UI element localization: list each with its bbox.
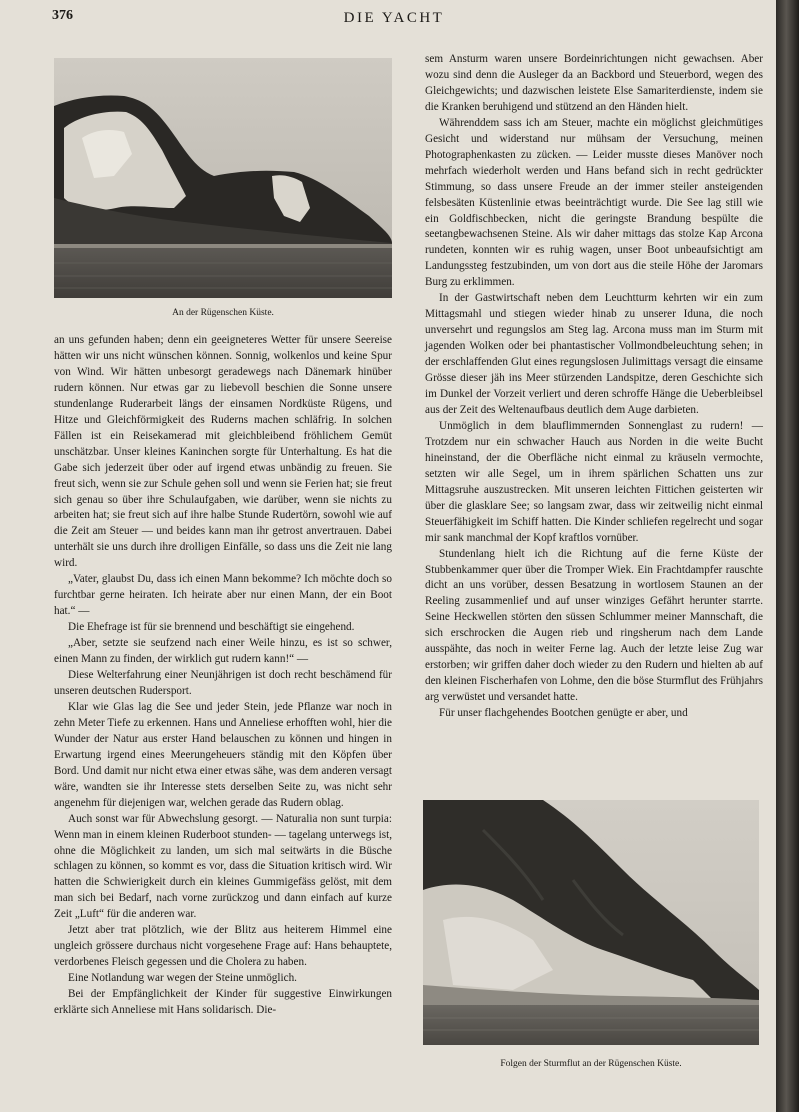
paragraph: Unmöglich in dem blauflimmernden Sonnenglast zu rudern! — Trotzdem nur ein schwacher Hauch aus Norden in die weite Bucht hineinstand, der die Oberfläche nicht einmal zu kräuseln vermochte, setzten wir alle Segel, um in ihrem spärlichen Schatten uns zur Mittagsruhe auszustrecken. Mit unseren leichten Fittichen geisterten wir über die glasklare See; so langsam zwar, dass wir zeitweilig nicht einmal Steuerfähigkeit im Schiff hatten. Die Kinder schliefen regelrecht und sogar mir sank manchmal der Kopf kraftlos vornüber. xyxy=(425,419,763,544)
photo-icon xyxy=(54,58,392,298)
paragraph: Die Ehefrage ist für sie brennend und beschäftigt sie eingehend. xyxy=(68,621,355,634)
figure-caption: An der Rügenschen Küste. xyxy=(172,308,274,318)
figure-caption: Folgen der Sturmflut an der Rügenschen Küste. xyxy=(500,1059,682,1069)
cliff-photo xyxy=(54,58,392,298)
paragraph: In der Gastwirtschaft neben dem Leuchtturm kehrten wir ein zum Mittagsmahl und stiegen wieder hinab zu unserer Iduna, die noch unversehrt und regungslos am Steg lag. Arcona muss man im Sturm mit jagenden Wolken oder bei phantastischer Vollmondbeleuchtung sehen; in der erschlaffenden Glut eines regungslosen Julimittags versagt die einsame Grösse dieser jäh ins Meer stürzenden Landspitze, deren Geschichte sich im Dunkel der Vorzeit verliert und deren schroffe Hänge die Ueberbleibsel aus der Zeit des Weltenaufbaus deutlich dem Auge darbieten. xyxy=(425,292,763,416)
left-column xyxy=(54,333,392,1068)
storm-flood-photo xyxy=(423,800,759,1045)
paragraph: Stundenlang hielt ich die Richtung auf die ferne Küste der Stubbenkammer quer über die Tromper Wiek. Ein Frachtdampfer rauschte dicht an uns vorüber, dessen Besatzung in wortlosem Staunen an der Reeling zusammenlief und auf unser winziges Gefährt herunter starrte. Seine Heckwellen störten den süssen Schlummer meiner Mannschaft, die sich erschrocken die Augen rieb und ringsherum nach dem Lande ausspähte, das noch in weiter Ferne lag. Auch der letzte leise Zug war erstorben; wir griffen daher doch wieder zu den Rudern und hielten ab auf den kleinen Fischerhafen von Lohme, den die böse Sturmflut des Frühjahrs arg verwüstet und versandet hatte. xyxy=(425,547,763,704)
paragraph: Klar wie Glas lag die See und jeder Stein, jede Pflanze war noch in zehn Meter Tiefe zu erkennen. Hans und Anneliese erhofften wohl, hier die Wunder der Natur aus erster Hand belauschen zu können und hingen in Erwartung irgend eines Meerungeheuers ständig mit den Köpfen über Bord. Und damit nur nicht etwa einer etwas sähe, was dem anderen versagt wäre, wandten sie ihr Interesse stets derselben Seite zu, was nicht sehr angenehm für diejenigen war, welchen gerade das Rudern oblag. xyxy=(54,700,392,809)
paragraph: an uns gefunden haben; denn ein geeigneteres Wetter für unsere Seereise hätten wir uns nicht wünschen können. Sonnig, wolkenlos und keine Spur von Wind. Wir hätten unbesorgt geradewegs nach Dänemark hinüber rudern können. Nur etwas gar zu liebevoll beschien die Sonne unsere stundenlange Ruderarbeit längs der einsamen Nordküste Rügens, und Hitze und Gleichförmigkeit des Ruderns machen schläfrig. In solchen Fällen ist ein Reisekamerad mit gleichbleibend fröhlichem Gemüt unschätzbar. Unser kleines Kaninchen sorgte für Unterhaltung. Es hat die Gabe sich jederzeit über oder auf irgend etwas unbändig zu freuen. Sie freut sich, wenn sie zur Schule gehen soll und wenn sie Ferien hat; sie freut sich genau so über ihre Schulaufgaben, wie darüber, wenn sie nichts zu arbeiten hat; sie freut sich auf ihre halbe Stunde Rudertörn, sowohl wie auf die Zeit am Steuer — und beides kann man ihr getrost anvertrauen. Dabei unterhält sie uns durch ihre drolligen Einfälle, so dass uns die Zeit nie lang wird. xyxy=(54,334,392,570)
book-spine xyxy=(776,0,799,1112)
paragraph: sem Ansturm waren unsere Bordeinrichtungen nicht gewachsen. Aber wozu sind denn die Ausleger da an Backbord und Steuerbord, wegen des Gleichgewichts; und dazwischen leistete Else Samariterdienste, indem sie die Kranken beruhigend und stützend an den Händen hielt. xyxy=(425,53,763,113)
paragraph: „Aber, setzte sie seufzend nach einer Weile hinzu, es ist so schwer, einen Mann zu finden, der wirklich gut rudern kann!“ — xyxy=(54,637,392,666)
page-number: 376 xyxy=(52,8,73,23)
paragraph: Diese Welterfahrung einer Neunjährigen ist doch recht beschämend für unseren deutschen Rudersport. xyxy=(54,669,392,697)
paragraph: „Vater, glaubst Du, dass ich einen Mann bekomme? Ich möchte doch so furchtbar gerne heiraten. Ich heirate aber nur einen Mann, der ein Boot hat.“ — xyxy=(54,573,392,618)
paragraph: Eine Notlandung war wegen der Steine unmöglich. xyxy=(68,972,297,985)
running-head: DIE YACHT xyxy=(343,10,445,26)
paragraph: Für unser flachgehendes Bootchen genügte er aber, und xyxy=(439,707,688,720)
right-column xyxy=(425,52,763,792)
figure-bottom xyxy=(423,800,759,1075)
paragraph: Währenddem sass ich am Steuer, machte ein möglichst gleichmütiges Gesicht und widerstand nur mühsam der Versuchung, meinen Photographenkasten zu zücken. — Leider musste dieses Manöver noch mehrfach wiederholt werden und Hans befand sich in recht gedrückter Stimmung, so dass unsere Freude an der immer steiler ansteigenden felsbesäten Küstenlinie etwas beeinträchtigt wurde. Die See lag still wie ein Goldfischbecken, nicht die geringste Brandung bespülte die seetangbewachsenen Steine. Als wir daher mittags das stolze Kap Arcona rundeten, konnten wir es ruhig wagen, unser Boot unbeaufsichtigt am Landungssteg festzubinden, um von dort aus die steile Höhe der Jaromars Burg zu erklimmen. xyxy=(425,116,763,289)
paragraph: Auch sonst war für Abwechslung gesorgt. — Naturalia non sunt turpia: Wenn man in einem kleinen Ruderboot stunden- — tagelang unterwegs ist, ohne die Möglichkeit zu landen, um sich mal seitwärts in die Büsche schlagen zu können, so kommt es vor, dass die Situation kritisch wird. Wir hatten die Schwierigkeit durch ein kleines Gummigefäss gelöst, mit dem man sich bei Bedarf, nach vorne zurückzog und dann einfach auf kurze Zeit „Luft“ für die anderen war. xyxy=(54,812,392,921)
figure-top xyxy=(54,58,392,320)
photo-icon xyxy=(423,800,759,1045)
paragraph: Bei der Empfänglichkeit der Kinder für suggestive Einwirkungen erklärte sich Anneliese mit Hans solidarisch. Die- xyxy=(54,988,392,1017)
paragraph: Jetzt aber trat plötzlich, wie der Blitz aus heiterem Himmel eine ungleich grössere durchaus nicht vorgesehene Frage auf: Hans behauptete, verdorbenes Fleisch gegessen und die Cholera zu haben. xyxy=(54,924,392,969)
